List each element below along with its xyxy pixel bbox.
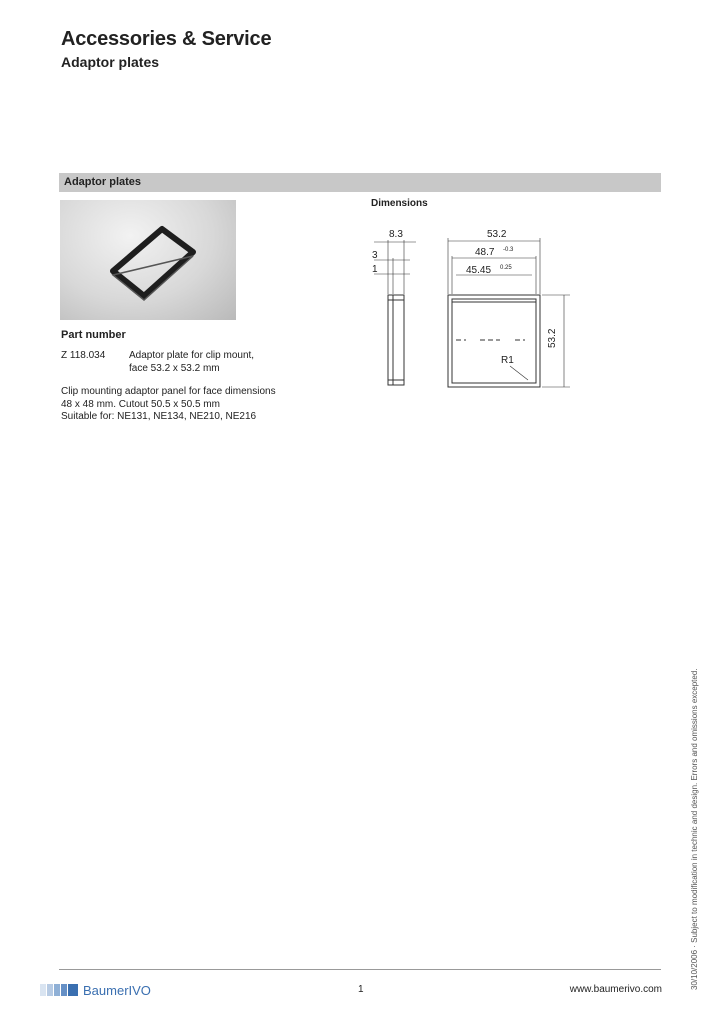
- brand-name: BaumerIVO: [83, 982, 151, 998]
- dimensions-label: Dimensions: [371, 198, 428, 209]
- dim-inner-tol: -0.3: [503, 247, 514, 253]
- dim-side-1: 1: [372, 264, 378, 275]
- part-number: Z 118.034: [61, 350, 106, 361]
- dim-inner-width: 48.7: [475, 247, 495, 258]
- desc-line: Clip mounting adaptor panel for face dimensions: [61, 386, 276, 397]
- dim-radius: R1: [501, 355, 514, 366]
- footer-divider: [59, 969, 661, 970]
- dim-outer-width: 53.2: [487, 229, 507, 240]
- part-description: [129, 350, 254, 375]
- disclaimer-note: 30/10/2006 · Subject to modification in technic and design. Errors and omissions excepted.: [690, 668, 699, 990]
- page-number: 1: [358, 984, 364, 995]
- website-link[interactable]: www.baumerivo.com: [569, 984, 662, 995]
- brand-logo: [40, 981, 151, 999]
- product-photo: [60, 200, 236, 320]
- dim-cutout-tol: 0.25: [500, 265, 512, 271]
- adaptor-plate-image: [60, 200, 236, 320]
- product-description: [61, 386, 276, 424]
- logo-bars-icon: [40, 984, 78, 996]
- dim-side-3: 3: [372, 250, 378, 261]
- dim-side-width: 8.3: [389, 229, 403, 240]
- side-view: [374, 240, 416, 385]
- page-subtitle: Adaptor plates: [61, 54, 160, 70]
- section-title: Adaptor plates: [64, 176, 142, 188]
- dim-cutout-width: 45.45: [466, 265, 492, 276]
- desc-line: Suitable for: NE131, NE134, NE210, NE216: [61, 411, 257, 422]
- page-title: Accessories & Service: [61, 28, 272, 50]
- part-desc-line: face 53.2 x 53.2 mm: [129, 362, 220, 374]
- dim-height: 53.2: [547, 328, 558, 348]
- section-header: [59, 173, 661, 192]
- desc-line: 48 x 48 mm. Cutout 50.5 x 50.5 mm: [61, 398, 220, 410]
- part-number-label: Part number: [61, 329, 126, 341]
- dimension-drawing: [360, 220, 590, 395]
- part-desc-line: Adaptor plate for clip mount,: [129, 350, 255, 361]
